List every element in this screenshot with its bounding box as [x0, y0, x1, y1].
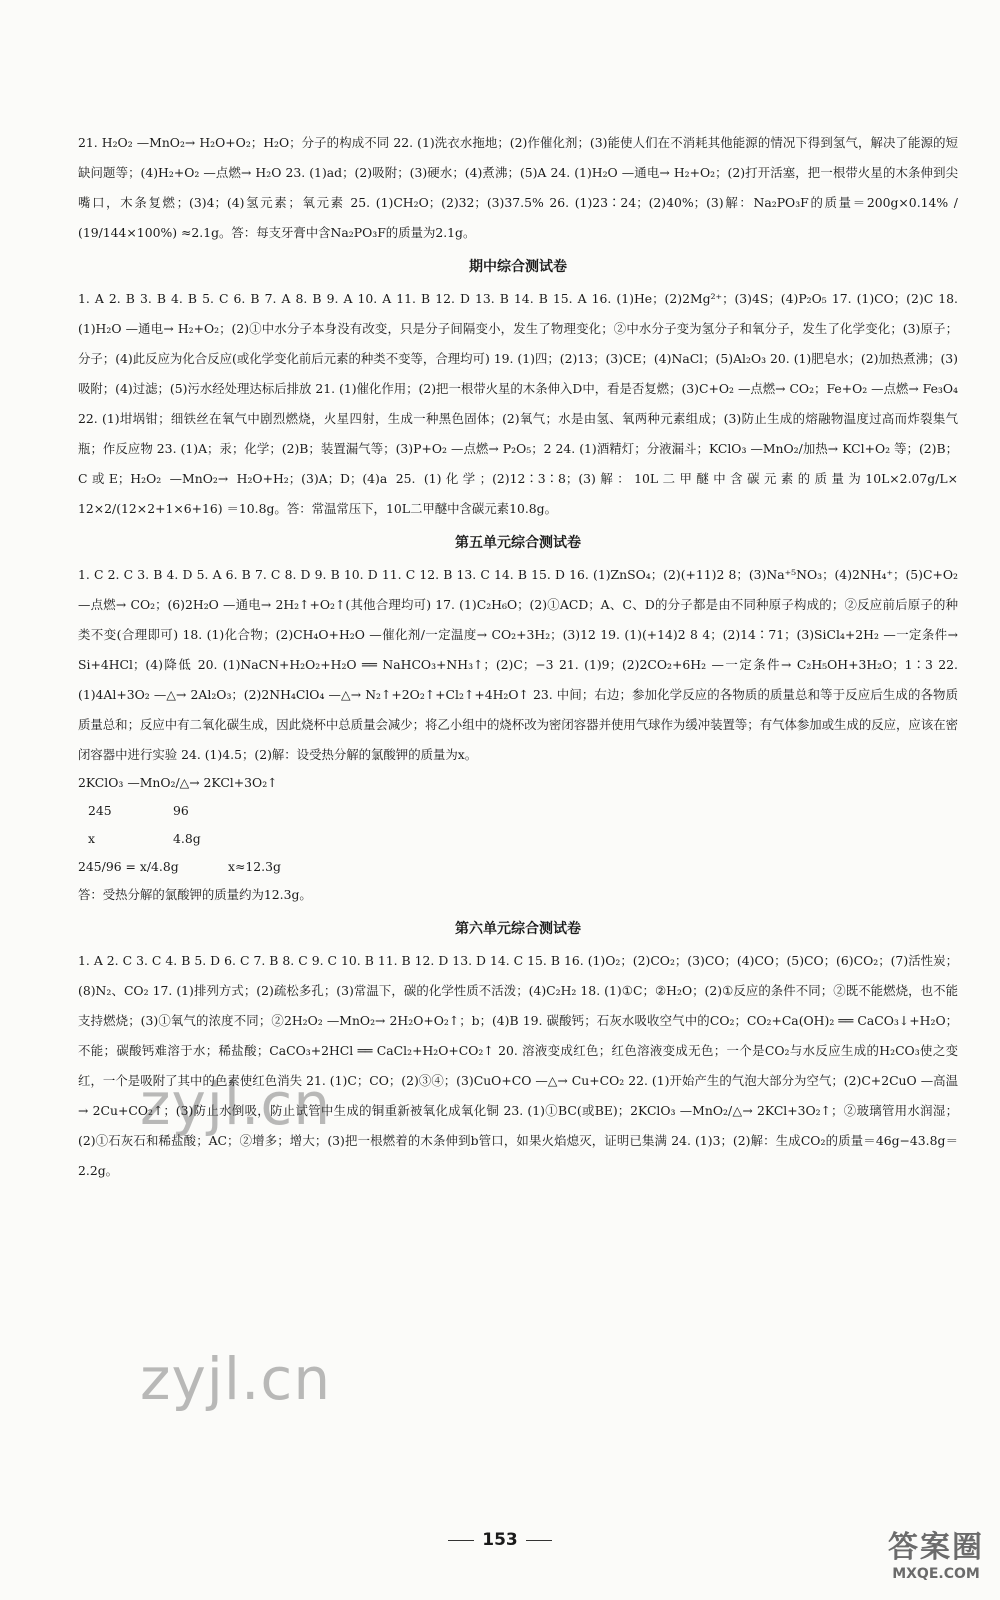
work-result: x≈12.3g	[228, 859, 281, 874]
midterm-answers: 1. A 2. B 3. B 4. B 5. C 6. B 7. A 8. B 9. A 10. A 11. B 12. D 13. B 14. B 15. A 16. (1)He；(2)2Mg²⁺；(3)4S；(4)P₂O₅ 17. (1)CO；(2)C 18. (1)H₂O —通电→ H₂+O₂；(2)①中水分子本身没有改变，只是分子间隔变小，发生了物理变化；②中水分子变为氢分子和氧分子，发生了化学变化；(3)原子；分子；(4)此反应为化合反应(或化学变化前后元素的种类不变等，合理均可) 19. (1)四；(2)13；(3)CE；(4)NaCl；(5)Al₂O₃ 20. (1)肥皂水；(2)加热煮沸；(3)吸附；(4)过滤；(5)污水经处理达标后排放 21. (1)催化作用；(2)把一根带火星的木条伸入D中，看是否复燃；(3)C+O₂ —点燃→ CO₂；Fe+O₂ —点燃→ Fe₃O₄ 22. (1)坩埚钳；细铁丝在氧气中剧烈燃烧，火星四射，生成一种黑色固体；(2)氧气；水是由氢、氧两种元素组成；(3)防止生成的熔融物温度过高而炸裂集气瓶；作反应物 23. (1)A；汞；化学；(2)B；装置漏气等；(3)P+O₂ —点燃→ P₂O₅；2 24. (1)酒精灯；分液漏斗；KClO₃ —MnO₂/加热→ KCl+O₂ 等；(2)B；C或E；H₂O₂ —MnO₂→ H₂O+H₂；(3)A；D；(4)a 25. (1)化学；(2)12∶3∶8；(3)解：10L二甲醚中含碳元素的质量为10L×2.07g/L× 12×2/(12×2+1×6+16) ＝10.8g。答：常温常压下，10L二甲醚中含碳元素10.8g。	[78, 291, 958, 516]
midterm-heading: 期中综合测试卷	[469, 259, 567, 275]
answer-page	[78, 128, 958, 1186]
work-answer-row	[78, 882, 958, 910]
worked-solution	[78, 770, 958, 910]
unit6-heading: 第六单元综合测试卷	[455, 921, 581, 937]
work-equation: 2KClO₃ —MnO₂/△→ 2KCl+3O₂↑	[78, 775, 278, 790]
watermark-text: zyjl.cn	[140, 1070, 332, 1138]
unit4-tail-answers: 21. H₂O₂ —MnO₂→ H₂O+O₂；H₂O；分子的构成不同 22. (1)洗衣水拖地；(2)作催化剂；(3)能使人们在不消耗其他能源的情况下得到氢气，解决了能源的短缺问题等；(4)H₂+O₂ —点燃→ H₂O 23. (1)ad；(2)吸附；(3)硬水；(4)煮沸；(5)A 24. (1)H₂O —通电→ H₂+O₂；(2)打开活塞，把一根带火星的木条伸到尖嘴口，木条复燃；(3)4；(4)氢元素；氧元素 25. (1)CH₂O；(2)32；(3)37.5% 26. (1)23∶24；(2)40%；(3)解：Na₂PO₃F的质量＝200g×0.14% / (19/144×100%) ≈2.1g。答：每支牙膏中含Na₂PO₃F的质量为2.1g。	[78, 135, 958, 240]
work-row-1	[78, 798, 958, 826]
watermark-text-2: zyjl.cn	[140, 1345, 332, 1413]
site-logo-url: MXQE.COM	[892, 1566, 980, 1582]
work-row-3	[78, 854, 958, 882]
site-logo	[888, 1522, 984, 1582]
work-row-2	[78, 826, 958, 854]
work-ratio: 245/96 = x/4.8g	[78, 859, 179, 874]
unit5-answers: 1. C 2. C 3. B 4. D 5. A 6. B 7. C 8. D 9. B 10. D 11. C 12. B 13. C 14. B 15. D 16. (1)ZnSO₄；(2)(+11)2 8；(3)Na⁺⁵NO₃；(4)2NH₄⁺；(5)C+O₂ —点燃→ CO₂；(6)2H₂O —通电→ 2H₂↑+O₂↑(其他合理均可) 17. (1)C₂H₆O；(2)①ACD；A、C、D的分子都是由不同种原子构成的；②反应前后原子的种类不变(合理即可) 18. (1)化合物；(2)CH₄O+H₂O —催化剂/一定温度→ CO₂+3H₂；(3)12 19. (1)(+14)2 8 4；(2)14∶71；(3)SiCl₄+2H₂ —一定条件→ Si+4HCl；(4)降低 20. (1)NaCN+H₂O₂+H₂O ══ NaHCO₃+NH₃↑；(2)C；−3 21. (1)9；(2)2CO₂+6H₂ —一定条件→ C₂H₅OH+3H₂O；1∶3 22. (1)4Al+3O₂ —△→ 2Al₂O₃；(2)2NH₄ClO₄ —△→ N₂↑+2O₂↑+Cl₂↑+4H₂O↑ 23. 中间；右边；参加化学反应的各物质的质量总和等于反应后生成的各物质质量总和；反应中有二氧化碳生成，因此烧杯中总质量会减少；将乙小组中的烧杯改为密闭容器并使用气球作为缓冲装置等；有气体参加或生成的反应，应该在密闭容器中进行实验 24. (1)4.5；(2)解：设受热分解的氯酸钾的质量为x。	[78, 567, 958, 762]
work-equation-row	[78, 770, 958, 798]
site-logo-title: 答案圈	[888, 1530, 984, 1565]
unit5-heading: 第五单元综合测试卷	[455, 535, 581, 551]
work-answer: 答：受热分解的氯酸钾的质量约为12.3g。	[78, 887, 312, 902]
page-number: 153	[0, 1530, 1000, 1550]
work-unknown: x	[88, 831, 95, 846]
unit6-answers: 1. A 2. C 3. C 4. B 5. D 6. C 7. B 8. C 9. C 10. B 11. B 12. D 13. D 14. C 15. B 16. (1)O₂；(2)CO₂；(3)CO；(4)CO；(5)CO；(6)CO₂；(7)活性炭；(8)N₂、CO₂ 17. (1)排列方式；(2)疏松多孔；(3)常温下，碳的化学性质不活泼；(4)C₂H₂ 18. (1)①C；②H₂O；(2)①反应的条件不同；②既不能燃烧，也不能支持燃烧；(3)①氧气的浓度不同；②2H₂O₂ —MnO₂→ 2H₂O+O₂↑；b；(4)B 19. 碳酸钙；石灰水吸收空气中的CO₂；CO₂+Ca(OH)₂ ══ CaCO₃↓+H₂O；不能；碳酸钙难溶于水；稀盐酸；CaCO₃+2HCl ══ CaCl₂+H₂O+CO₂↑ 20. 溶液变成红色；红色溶液变成无色；一个是CO₂与水反应生成的H₂CO₃使之变红，一个是吸附了其中的色素使红色消失 21. (1)C；CO；(2)③④；(3)CuO+CO —△→ Cu+CO₂ 22. (1)开始产生的气泡大部分为空气；(2)C+2CuO —高温→ 2Cu+CO₂↑；(3)防止水倒吸，防止试管中生成的铜重新被氧化成氧化铜 23. (1)①BC(或BE)；2KClO₃ —MnO₂/△→ 2KCl+3O₂↑；②玻璃管用水润湿；(2)①石灰石和稀盐酸；AC；②增多；增大；(3)把一根燃着的木条伸到b管口，如果火焰熄灭，证明已集满 24. (1)3；(2)解：生成CO₂的质量＝46g−43.8g＝2.2g。	[78, 953, 958, 1178]
work-molar-left: 245	[88, 803, 112, 818]
work-mass: 4.8g	[173, 831, 201, 846]
work-molar-right: 96	[173, 803, 189, 818]
